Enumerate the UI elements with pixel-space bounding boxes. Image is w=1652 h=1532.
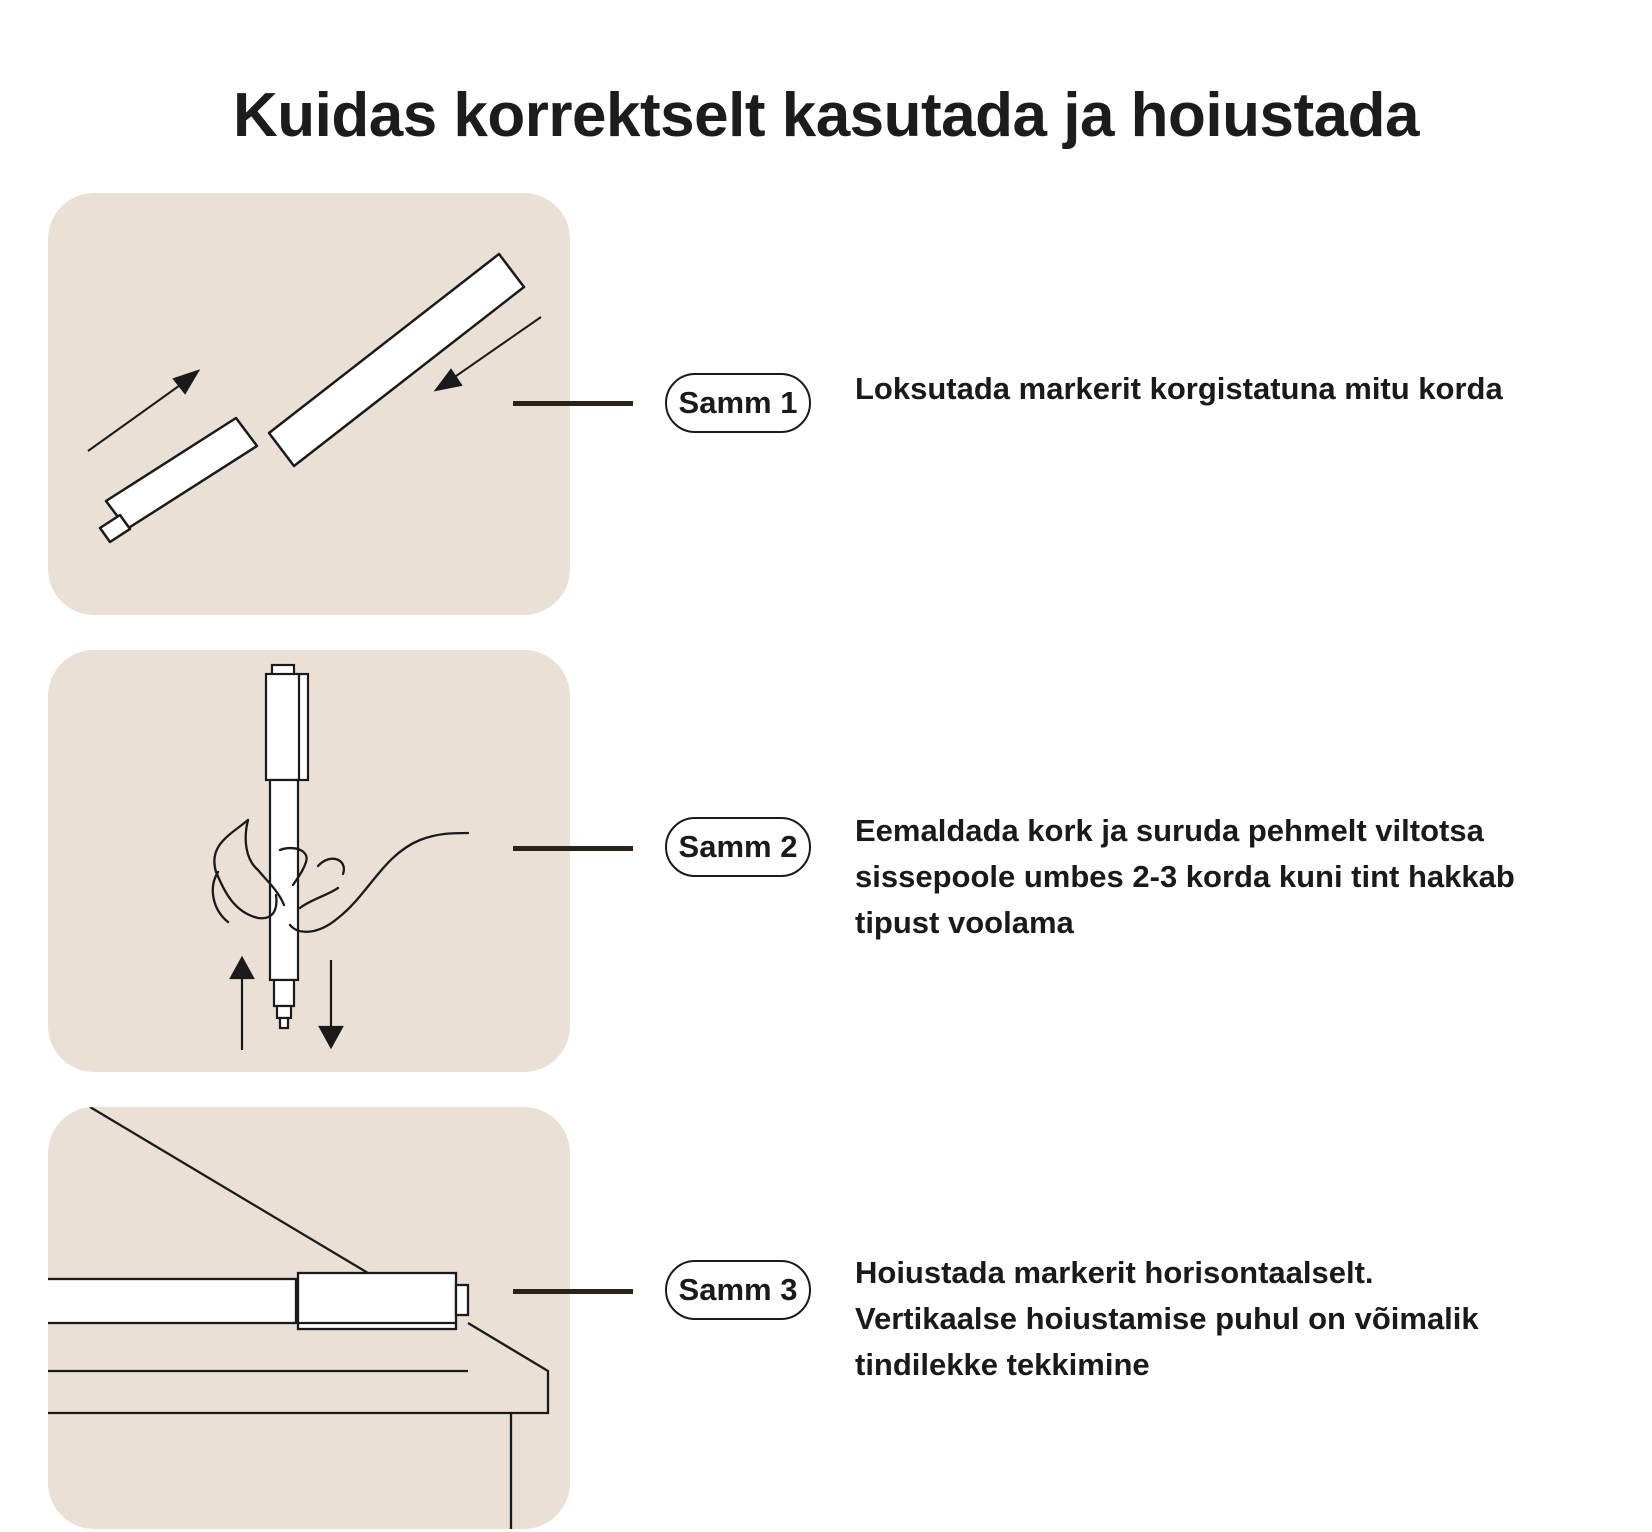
- step-3-line-3: tindilekke tekkimine: [855, 1347, 1150, 1382]
- step-2-badge: Samm 2: [665, 817, 811, 877]
- horizontal-storage-illustration: [48, 1107, 570, 1529]
- step-2-line-1: Eemaldada kork ja suruda pehmelt viltotsa: [855, 813, 1484, 848]
- step-3-badge: Samm 3: [665, 1260, 811, 1320]
- step-2-line-3: tipust voolama: [855, 905, 1074, 940]
- page-title: Kuidas korrektselt kasutada ja hoiustada: [233, 80, 1419, 150]
- step-3-line-1: Hoiustada markerit horisontaalselt.: [855, 1255, 1374, 1290]
- step-1-line-1: Loksutada markerit korgistatuna mitu korda: [855, 371, 1503, 406]
- step-3-connector: [513, 1289, 633, 1294]
- step-2-line-2: sissepoole umbes 2-3 korda kuni tint hakkab: [855, 859, 1515, 894]
- step-1-description: [855, 366, 1615, 412]
- step-1-badge: Samm 1: [665, 373, 811, 433]
- step-3-description: [855, 1250, 1615, 1388]
- press-tip-illustration: [48, 650, 570, 1072]
- step-2-description: [855, 808, 1615, 946]
- step-1-connector: [513, 401, 633, 406]
- step-3-line-2: Vertikaalse hoiustamise puhul on võimalik: [855, 1301, 1479, 1336]
- shake-marker-illustration: [48, 193, 570, 615]
- step-2-connector: [513, 846, 633, 851]
